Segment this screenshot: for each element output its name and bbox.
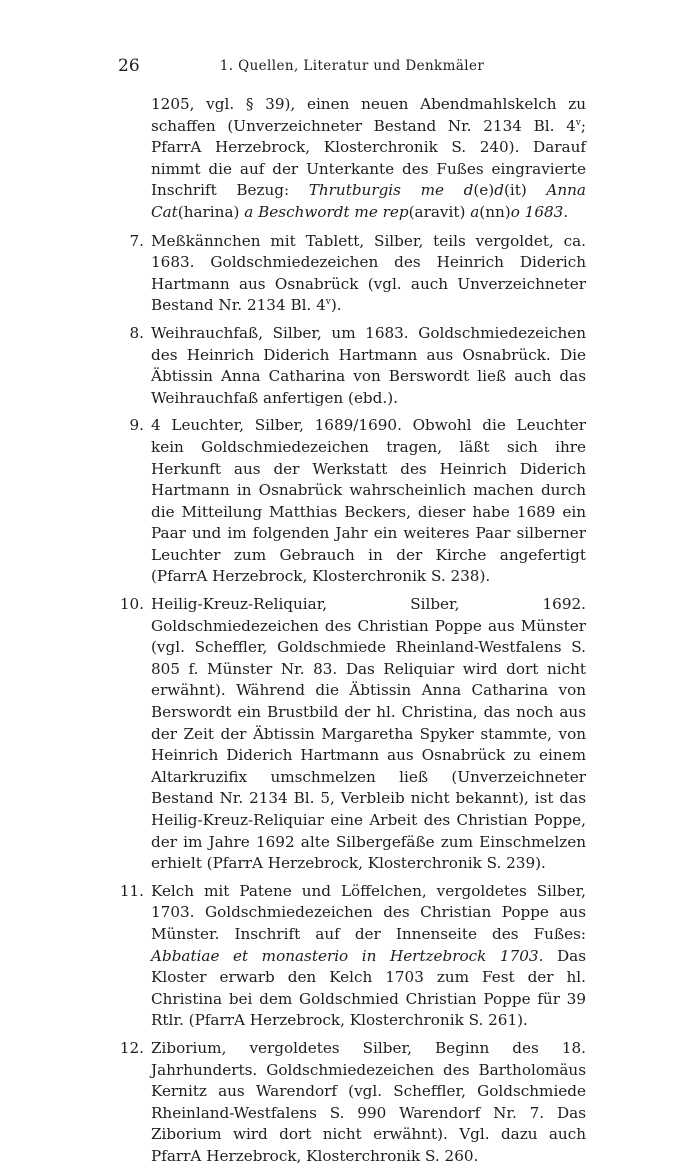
item-number: 7. (129, 231, 144, 250)
continued-paragraph: 1205, vgl. § 39), einen neuen Abendmahlskelch zu schaffen (Unverzeichneter Bestand Nr. 2134 Bl. 4$^v$; PfarrA Herzebrock, Klosterchronik S. 240). Darauf nimmt die auf der Unterkante des Fußes eingravierte Inschrift Bezug: Thrutburgis me d(e)d(it) Anna Cat(harina) a Beschwordt me rep(aravit) a(nn)o 1683. (151, 95, 586, 221)
page-body (118, 94, 586, 1174)
list-item-8: 8. Weihrauchfaß, Silber, um 1683. Goldschmiedezeichen des Heinrich Diderich Hartmann aus Osnabrück. Die Äbtissin Anna Catharina von Berswordt ließ auch das Weihrauchfaß anfertigen (ebd.). (118, 323, 586, 409)
item-number: 10. (119, 595, 144, 614)
item-number: 8. (129, 323, 144, 342)
list-item-9: 9. 4 Leuchter, Silber, 1689/1690. Obwohl die Leuchter kein Goldschmiedezeichen tragen, läßt sich ihre Herkunft aus der Werkstatt des Heinrich Diderich Hartmann in Osnabrück wahrscheinlich machen durch die Mitteilung Matthias Beckers, dieser habe 1689 ein Paar und im folgenden Jahr ein weiteres Paar silberner Leuchter zum Gebrauch in der Kirche angefertigt (PfarrA Herzebrock, Klosterchronik S. 238). (118, 415, 586, 588)
list-item-7: 7. Meßkännchen mit Tablett, Silber, teils vergoldet, ca. 1683. Goldschmiedezeichen des Heinrich Diderich Hartmann aus Osnabrück (vgl. auch Unverzeichneter Bestand Nr. 2134 Bl. 4$^v$). (118, 231, 586, 317)
page-number: 26 (118, 56, 140, 76)
list-item-10: 10. Heilig-Kreuz-Reliquiar, Silber, 1692. Goldschmiedezeichen des Christian Poppe aus Münster (vgl. Scheffler, Goldschmiede Rheinland-Westfalens S. 805 f. Münster Nr. 83. Das Reliquiar wird dort nicht erwähnt). Während die Äbtissin Anna Catharina von Berswordt ein Brustbild der hl. Christina, das noch aus der Zeit der Äbtissin Margaretha Spyker stammte, von Heinrich Diderich Hartmann aus Osnabrück zu einem Altarkruzifix umschmelzen ließ (Unverzeichneter Bestand Nr. 2134 Bl. 5, Verbleib nicht bekannt), ist das Heilig-Kreuz-Reliquiar eine Arbeit des Christian Poppe, der im Jahre 1692 alte Silbergefäße zum Einschmelzen erhielt (PfarrA Herzebrock, Klosterchronik S. 239). (119, 595, 586, 873)
list-item-11: 11. Kelch mit Patene und Löffelchen, vergoldetes Silber, 1703. Goldschmiedezeichen des Christian Poppe aus Münster. Inschrift auf der Innenseite des Fußes: Abbatiae et monasterio in Hertzebrock 1703. Das Kloster erwarb den Kelch 1703 zum Fest der hl. Christina bei dem Goldschmied Christian Poppe für 39 Rtlr. (PfarrA Herzebrock, Klosterchronik S. 261). (119, 881, 587, 1030)
running-title: 1. Quellen, Literatur und Denkmäler (219, 58, 485, 74)
item-number: 11. (119, 881, 144, 900)
list-item-12: 12. Ziborium, vergoldetes Silber, Beginn des 18. Jahrhunderts. Goldschmiedezeichen des Bartholomäus Kernitz aus Warendorf (vgl. Scheffler, Goldschmiede Rheinland-Westfalens S. 990 Warendorf Nr. 7. Das Ziborium wird dort nicht erwähnt). Vgl. dazu auch PfarrA Herzebrock, Klosterchronik S. 260. (119, 1038, 586, 1165)
item-number: 9. (129, 416, 144, 435)
page-header (118, 56, 586, 80)
item-number: 12. (119, 1038, 144, 1057)
